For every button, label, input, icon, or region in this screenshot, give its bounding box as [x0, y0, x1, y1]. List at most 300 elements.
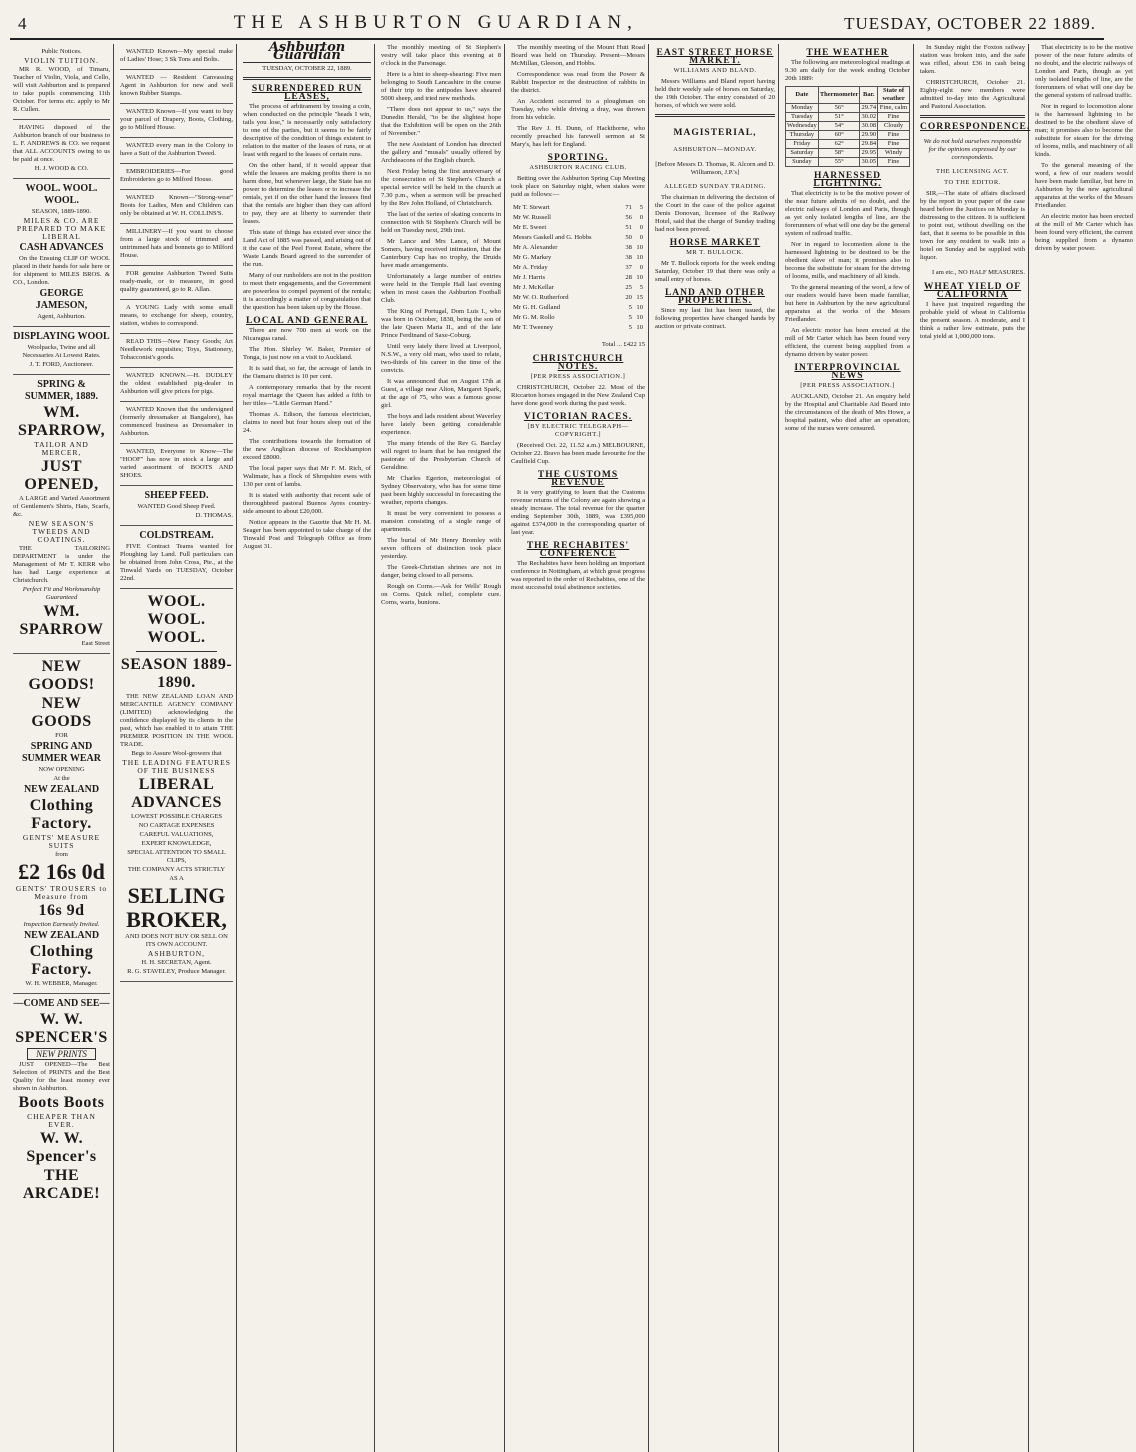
stake-name: Mr J. Harris: [513, 274, 546, 281]
mag-before: [Before Messrs D. Thomas, R. Alcorn and D. Williamson, J.P.'s]: [655, 160, 775, 176]
ad-line-7: AND DOES NOT BUY OR SELL ON ITS OWN ACCOUNT.: [125, 933, 228, 948]
ad-name: WM. SPARROW,: [17, 404, 106, 439]
ad-firm: MILES & CO. ARE PREPARED TO MAKE LIBERAL: [16, 216, 107, 241]
corr-sign: I am etc., NO HALF MEASURES.: [931, 268, 1025, 276]
corr-note: We do not hold ourselves responsible for the opinions expressed by our correspondents.: [923, 137, 1022, 161]
ad-line-2: NO CARTAGE EXPENSES: [138, 822, 215, 829]
ad-cheaper: CHEAPER THAN EVER.: [27, 1112, 96, 1129]
ad-now: NOW OPENING: [38, 766, 85, 773]
news-paragraph: The boys and lads resident about Waverley have lately been getting considerable experience.: [381, 413, 501, 436]
ad-heading: WOOL. WOOL. WOOL.: [25, 183, 98, 206]
stake-shillings: 10: [636, 274, 643, 281]
weather-col-header: Bar.: [860, 87, 878, 104]
wanted-notice: [120, 138, 233, 164]
weather-cell: Wednesday: [787, 122, 817, 129]
news-paragraph: The burial of Mr Henry Bromley with seven officers of distinction took place yesterday.: [381, 537, 501, 560]
ad-spencer: [13, 994, 110, 1208]
ad-for: FOR: [55, 732, 68, 739]
ad-begs: Begs to Assure Wool-growers that: [131, 750, 222, 757]
wheat-text: I have just inquired regarding the probable yield of wheat in California the present season. A moderate, and I think a rather low estimate, puts the total yield at 1,000,000 tons.: [920, 301, 1025, 341]
wanted-text: EMBROIDERIES—For good Embroideries go to Milford House.: [120, 168, 233, 183]
wanted-text: FOR genuine Ashburton Tweed Suits ready-made, or to measure, in good quality guaranteed, go to R. Allan.: [120, 270, 233, 293]
news-paragraph: The monthly meeting of the Mount Hutt Road Board was held on Thursday. Present—Messrs McMillan, Gleeson, and Hobbs.: [511, 44, 645, 67]
news-paragraph: Correspondence was read from the Power & Rabbit Inspector re the destruction of rabbits in the district.: [511, 71, 645, 94]
horse-text: Messrs Williams and Bland report having held their weekly sale of horses on Saturday, the 19th October. The entry consisted of 20 horses, of which we were sold.: [655, 78, 775, 109]
news-paragraph: Next Friday being the first anniversary of the consecration of St Stephen's Church a special service will be held in the church at 7.30 p.m., when a sermon will be preached by the Rev John Holland, of Christchurch.: [381, 168, 501, 207]
ad-insp: Inspection Earnestly Invited.: [23, 921, 100, 928]
local-paragraph: It is said that, so far, the acreage of lands in the Oamaru district is 10 per cent.: [243, 365, 371, 380]
ad-line-4: EXPERT KNOWLEDGE,: [141, 840, 212, 847]
wanted-notice: [120, 44, 233, 70]
wanted-text: WANTED KNOWN.—H. DUDLEY the oldest established pig-dealer in Ashburton will give prices for pigs.: [120, 372, 233, 395]
weather-cell: Tuesday: [786, 113, 819, 122]
ad-manager: W. H. WEBBER, Manager.: [25, 980, 98, 987]
wanted-notice: [120, 104, 233, 138]
ad-arcade: THE ARCADE!: [22, 1167, 101, 1202]
table-row: [513, 314, 643, 322]
news-paragraph: An Accident occurred to a ploughman on Tuesday, who while driving a dray, was thrown from his vehicle.: [511, 98, 645, 121]
ad-sign: H. J. WOOD & CO.: [34, 165, 89, 172]
weather-cell: Fine: [878, 113, 910, 122]
customs-text: It is very gratifying to learn that the Customs revenue returns of the Colony are again showing a steady increase. The total revenue for the quarter ending September 30th, 1889, was £395,000 against £374,000 in the corresponding quarter of last year.: [511, 489, 645, 537]
stake-pounds: 28: [625, 274, 632, 281]
news-paragraph: It must be very convenient to possess a mansion consisting of a single range of apartments.: [381, 510, 501, 533]
ad-line-1: LOWEST POSSIBLE CHARGES: [130, 813, 223, 820]
leader-paragraph: Many of our runholders are not in the position to meet their engagements, and the Government are powerless to compel payment of the rentals; it is accordingly a matter of congratulation that the question has been taken up by the House.: [243, 272, 371, 311]
leader-paragraph: On the other hand, if it would appear that while the lessees are making profits there is no harm done, but whenever large, the State has no power to determine the leases or to increase the rentals, yet if on the other hand the lessees find that the rentals are higher than they can afford to pay, they are at liberty to surrender their leases.: [243, 162, 371, 225]
leader-article: [243, 103, 371, 312]
stake-shillings: 15: [636, 294, 643, 301]
stake-shillings: 0: [639, 234, 643, 241]
local-paragraph: The local paper says that Mr F. M. Rich, of Walimate, has a flock of Shropshire ewes with 130 per cent of lambs.: [243, 465, 371, 488]
wanted-text: WANTED Known—My special make of Ladies' Hose; 3 Sk Tons and Bolts.: [120, 48, 233, 63]
weather-cell: 56°: [818, 104, 860, 113]
wheat-heading: WHEAT YIELD OF CALIFORNIA: [923, 282, 1022, 301]
table-row: [786, 158, 910, 167]
column-1: [10, 44, 114, 1452]
news-paragraph: The Rev J. H. Dunn, of Hackthorne, who recently preached his farewell sermon at St Mary's, has left for England.: [511, 125, 645, 148]
leader-heading: SURRENDERED RUN LEASES,: [251, 84, 363, 102]
ad-wool: WOOL. WOOL. WOOL.: [147, 593, 206, 646]
stake-pounds: 5: [628, 304, 632, 311]
ad-coldstream: [120, 526, 233, 589]
stake-shillings: 10: [636, 304, 643, 311]
ad-leading: THE LEADING FEATURES OF THE BUSINESS: [122, 758, 231, 775]
issue-date: TUESDAY, OCTOBER 22 1889.: [844, 14, 1096, 33]
wanted-notice: [120, 164, 233, 190]
stake-pounds: 71: [625, 204, 632, 211]
wanted-text: WANTED Known that the undersigned (formerly dressmaker at Bangalore), has commenced business as Dressmaker in Ashburton.: [120, 406, 233, 437]
nameplate: Ashburton Guardian: [268, 40, 346, 63]
stake-name: Mr J. McKellar: [513, 284, 554, 291]
wanted-text: WANTED — Resident Canvassing Agent in Ashburton for new and well known Rubber Stamps.: [120, 74, 233, 97]
ad-sign: J. T. FORD, Auctioneer.: [29, 361, 94, 368]
weather-cell: 62°: [818, 140, 860, 149]
ad-season: SEASON, 1889-1890.: [31, 208, 92, 215]
chch-source: [PER PRESS ASSOCIATION.]: [530, 373, 626, 381]
ad-text: JUST OPENED—The Best Selection of PRINTS and the Best Quality for the least money ever shown in Ashburton.: [13, 1061, 110, 1092]
ad-text: On the Ensuing CLIP OF WOOL placed in their hands for sale here or for shipment to MILES BROS. & CO., London.: [13, 255, 110, 286]
wanted-text: WANTED every man in the Colony to have a Suit of the Ashburton Tweed.: [120, 142, 233, 157]
stake-pounds: 50: [625, 234, 632, 241]
column-7: [782, 44, 914, 1452]
weather-cell: Sunday: [786, 158, 819, 167]
weather-col-header: Date: [786, 87, 819, 104]
ad-tweeds: NEW SEASON'S TWEEDS AND COATINGS.: [28, 519, 95, 544]
ad-trousers: GENTS' TROUSERS to Measure from: [15, 884, 108, 901]
ad-nz-loan: [120, 589, 233, 982]
news-paragraph: The new Assistant of London has directed the gallery and "musals" usually offered by Archdeacons of the English church.: [381, 141, 501, 164]
ad-fit: Perfect Fit and Workmanship Guaranteed: [22, 586, 101, 601]
ad-role: TAILOR AND MERCER,: [34, 440, 89, 457]
inter-source: [PER PRESS ASSOCIATION.]: [800, 382, 895, 389]
stake-shillings: 0: [639, 224, 643, 231]
weather-cell: 29.84: [861, 140, 877, 147]
wanted-text: WANTED Known—If you want to buy your parcel of Drapery, Boots, Clothing, go to Milford House.: [120, 108, 233, 131]
ad-nz-2: NEW ZEALAND: [23, 930, 100, 941]
weather-cell: 29.95: [861, 149, 877, 156]
weather-cell: 51°: [818, 113, 860, 122]
ad-text: FIVE Contract Teams wanted for Ploughing lay Land. Full particulars can be obtained from John Cross, Pte., at the Tinwald Yards on TUESDAY, October 22nd.: [120, 543, 233, 582]
stakes-table: [511, 202, 645, 334]
table-row: [513, 234, 643, 242]
weather-heading: THE WEATHER: [806, 48, 889, 58]
horse-heading: EAST STREET HORSE MARKET.: [656, 48, 774, 66]
stake-name: Messrs Gaskell and G. Hobbs: [513, 234, 592, 241]
customs-heading: THE CUSTOMS REVENUE: [537, 470, 619, 489]
district-news: [511, 44, 645, 149]
wanted-notice: [120, 334, 233, 368]
weather-cell: 30.08: [861, 122, 877, 129]
weather-cell: Fine, calm: [878, 104, 910, 113]
weather-cell: 54°: [818, 122, 860, 131]
ad-liberal: LIBERAL ADVANCES: [131, 776, 222, 811]
weather-cell: Fine: [878, 140, 910, 149]
weather-cell: 60°: [818, 131, 860, 140]
news-paragraph: The monthly meeting of St Stephen's vestry will take place this evening at 8 o'clock in the Parsonage.: [381, 44, 501, 67]
weather-cell: Windy: [878, 149, 910, 158]
hmarket-by: MR T. BULLOCK.: [686, 249, 744, 257]
news-paragraph: Mr Lance and Mrs Lance, of Mount Somers, having received intimation, that the Canterbury Cup has no trophy, the Druids have made arrangements.: [381, 238, 501, 269]
stake-shillings: 0: [639, 264, 643, 271]
weather-cell: 29.74: [861, 104, 877, 111]
wanted-notice: [120, 266, 233, 300]
ad-manager: R. G. STAVELEY, Produce Manager.: [127, 968, 226, 975]
table-row: [786, 122, 910, 131]
article-paragraph: Nor in regard to locomotion alone is the harnessed lightning to be destined to be the obedient slave of man; it promises also to become the substitute for steam for the driving of looms, mills, and machinery of all kinds.: [785, 241, 910, 280]
stake-pounds: 38: [625, 244, 632, 251]
table-row: [786, 140, 910, 149]
stake-name: Mr A. Alexander: [513, 244, 558, 251]
wanted-text: WANTED Known—"Strong-wear" Boots for Ladies, Men and Children can only be obtained at W. H. COLLINS'S.: [120, 194, 233, 217]
ad-sign: W. W. Spencer's: [26, 1130, 97, 1165]
news-paragraph: Mr Charles Egerton, meteorologist of Sydney Observatory, who has for some time past been highly successful in forecasting the weather, reports changes.: [381, 475, 501, 506]
rechab-heading: THE RECHABITES' CONFERENCE: [526, 541, 630, 560]
ad-from: from: [55, 851, 68, 858]
ad-agent: GEORGE JAMESON,: [35, 288, 88, 311]
wanted-text: A YOUNG Lady with some small means, to exchange for sheep, country, station, wishes to correspond.: [120, 304, 233, 327]
ad-season: SPRING AND SUMMER WEAR: [22, 741, 101, 764]
wanted-notice: [120, 444, 233, 486]
weather-cell: Fine: [878, 131, 910, 140]
ad-selling: SELLING BROKER,: [126, 883, 227, 932]
ad-text: MR R. WOOD, of Timaru, Teacher of Violin, Viola, and Cello, will visit Ashburton and is prepared to take pupils commencing 11th October. For terms etc. apply to Mr R. Cullen.: [13, 66, 110, 113]
ad-heading: DISPLAYING WOOL: [13, 331, 110, 342]
table-row: [513, 324, 643, 332]
column-2: [117, 44, 237, 1452]
table-row: [513, 294, 643, 302]
ad-heading: COLDSTREAM.: [139, 530, 214, 541]
stake-pounds: 38: [625, 254, 632, 261]
stake-shillings: 10: [636, 314, 643, 321]
weather-cell: Cloudy: [878, 122, 910, 131]
article-paragraph: An electric motor has been erected at the mill of Mr Carter which has been found very efficient, the current being supplied from a dynamo driven by water power.: [1035, 213, 1134, 252]
continued-paragraphs: [1035, 44, 1133, 253]
article-paragraph: An electric motor has been erected at the mill of Mr Carter which has been found very efficient, the current being supplied from a dynamo driven by water power.: [785, 327, 910, 358]
horse-firm: WILLIAMS AND BLAND.: [673, 67, 757, 74]
stake-shillings: 5: [639, 284, 643, 291]
news-paragraph: The many friends of the Rev G. Barclay will regret to learn that he has resigned the pastorate of the Presbyterian Church of Geraldine.: [381, 440, 501, 471]
article-paragraph: To the general meaning of the word, a few of our readers would have been made familiar, but here in Ashburton by the new agricultural apparatus at the works of the Messrs Friedlander.: [785, 284, 910, 323]
ad-trousers-price: 16s 9d: [38, 902, 85, 919]
ad-boots: Boots Boots: [18, 1094, 105, 1111]
ad-text: HAVING disposed of the Ashburton branch of our business to L. F. ANDREWS & CO. we request that ALL ACCOUNTS owing to us be paid at once.: [13, 124, 110, 163]
light-article: [785, 190, 910, 359]
table-row: [513, 254, 643, 262]
stake-name: Mr E. Sweet: [513, 224, 547, 231]
leader-paragraph: The process of arbitrament by tossing a coin, when conducted on the principle "heads I win, tails you lose," is necessarily only satisfactory to one of the parties, but it seems to be fairly descriptive of the condition of things existent in relation to the matter of the leases of runs, or at least with regard to the leases of certain runs.: [243, 103, 371, 158]
stake-name: Mr T. Stewart: [513, 204, 550, 211]
column-4: [378, 44, 505, 1452]
weather-cell: Thursday: [786, 131, 819, 140]
ad-sign: WM. SPARROW: [19, 603, 104, 638]
ad-nz: NEW ZEALAND: [23, 784, 100, 795]
ad-sparrow: [13, 375, 110, 654]
local-news: [243, 327, 371, 551]
ad-line-6: THE COMPANY ACTS STRICTLY: [127, 866, 226, 873]
weather-col-header: Thermometer: [818, 87, 860, 104]
ad-sheep-feed: [120, 486, 233, 526]
local-paragraph: There are now 700 men at work on the Nicaragua canal.: [243, 327, 371, 342]
local-paragraph: Notice appears in the Gazette that Mr H. M. Seager has been appointed to take charge of the Tinwald Post and Telegraph Office as from August 31.: [243, 519, 371, 550]
ad-as: AS A: [169, 875, 184, 882]
ad-heading-2: NEW GOODS: [31, 695, 92, 730]
weather-cell: 55°: [818, 158, 860, 167]
ad-factory: Clothing Factory.: [29, 797, 94, 832]
article-paragraph: To the general meaning of the word, a few of our readers would have been made familiar, but here in Ashburton by the new agricultural apparatus at the works of the Messrs Friedlander.: [1035, 162, 1133, 209]
wanted-notice: [120, 70, 233, 104]
paper-title: THE ASHBURTON GUARDIAN,: [233, 12, 638, 33]
column-5: [508, 44, 649, 1452]
news-paragraph: "There does not appear to us," says the Dunedin Herald, "to be the slightest hope that the Exhibition will be open on the 26th of November.": [381, 106, 501, 137]
vic-heading: VICTORIAN RACES.: [523, 412, 633, 423]
wanted-notice: [120, 402, 233, 444]
ad-at: At the: [53, 775, 70, 782]
table-row: [513, 284, 643, 292]
ad-text: WANTED Good Sheep Feed.: [137, 503, 216, 510]
wanted-notice: [120, 300, 233, 334]
stake-pounds: 25: [625, 284, 632, 291]
mag-text: The chairman in delivering the decision of the Court in the case of the police against Denis Donovan, licensee of the Railway Hotel, said that the charge of Sunday trading had not been proved.: [655, 194, 775, 234]
table-row: [786, 113, 910, 122]
mag-case: ALLEGED SUNDAY TRADING.: [664, 183, 766, 191]
land-heading: LAND AND OTHER PROPERTIES.: [664, 288, 766, 307]
table-row: [513, 304, 643, 312]
exhibition-text: CHRISTCHURCH, October 21. Eighty-eight new members were admitted to-day into the Agricultural and Pastoral Association.: [920, 79, 1025, 110]
stake-pounds: 37: [625, 264, 632, 271]
news-paragraph: Until very lately there lived at Liverpool, N.S.W., a very old man, who used to relate, two-thirds of his career in the time of the convicts.: [381, 343, 501, 374]
wanted-text: READ THIS—New Fancy Goods; Art Needlework requisites; Toys, Stationery, Tobacconist's goods.: [120, 338, 233, 361]
local-news-continued: [381, 44, 501, 607]
column-6: [652, 44, 779, 1452]
stake-shillings: 10: [636, 254, 643, 261]
column-3: [240, 40, 375, 1452]
ad-line-5: SPECIAL ATTENTION TO SMALL CLIPS,: [127, 849, 226, 864]
vic-text: (Received Oct. 22, 11.52 a.m.) MELBOURNE, October 22. Bravo has been made favourite for the Caulfield Cup.: [511, 442, 645, 466]
stake-name: Mr W. Russell: [513, 214, 551, 221]
ad-heading: NEW GOODS!: [28, 658, 95, 693]
news-paragraph: The Greek-Christian shrines are not in danger, being closed to all persons.: [381, 564, 501, 579]
wanted-notices: [120, 44, 233, 486]
leader-paragraph: This state of things has existed ever since the Land Act of 1885 was passed, and arising out of it the case of the Peel Forest Estate, where the Waste Lands Board agreed to the surrender of the run.: [243, 229, 371, 268]
ad-open: JUST OPENED,: [24, 458, 99, 493]
mag-heading: MAGISTERIAL,: [673, 128, 757, 138]
news-paragraph: The last of the series of skating concerts in connection with St Stephen's Church will be held on Tuesday next, 29th inst.: [381, 211, 501, 234]
stake-name: Mr G. Markey: [513, 254, 552, 261]
ad-factory-2: Clothing Factory.: [29, 943, 94, 978]
ad-heading: SHEEP FEED.: [144, 490, 209, 501]
ad-text: THE NEW ZEALAND LOAN AND MERCANTILE AGENCY COMPANY (LIMITED) acknowledging the confidence displayed by its clients in the past, which has enabled it to attain THE PREMIER POSITION IN THE WOOL TRADE.: [120, 693, 233, 748]
weather-cell: Saturday: [786, 149, 819, 158]
stake-shillings: 10: [636, 244, 643, 251]
rechab-text: The Rechabites have been holding an important conference in Nottingham, at which great progress was reported to the order of Rechabites, one of the most successful total abstinence societies.: [511, 560, 645, 592]
weather-col-header: State of weather: [878, 87, 910, 104]
hmarket-text: Mr T. Bullock reports for the week ending Saturday, October 19 that there was only a small entry of horses.: [655, 260, 775, 284]
local-paragraph: Thomas A. Edison, the famous electrician, claims to need but four hours sleep out of the 24.: [243, 411, 371, 434]
page-number: 4: [18, 14, 28, 33]
stake-name: Mr G. M. Rollo: [513, 314, 555, 321]
stake-pounds: 5: [628, 314, 632, 321]
inter-text: AUCKLAND, October 21. An enquiry held by the Hospital and Charitable Aid Board into the circumstances of the death of Mrs Howe, a hospital patient, who died after an operation; some of the nurses were censured.: [785, 393, 910, 432]
stake-pounds: 5: [628, 324, 632, 331]
stakes-total: Total ... £422 15: [601, 340, 645, 348]
local-paragraph: The Hon. Shirley W. Baker, Premier of Tonga, is just now on a visit to Auckland.: [243, 346, 371, 361]
weather-cell: Monday: [786, 104, 819, 113]
article-paragraph: Nor in regard to locomotion alone is the harnessed lightning to be destined to be the obedient slave of man; it promises also to become the substitute for steam for the driving of looms, mills, and machinery of all kinds.: [1035, 103, 1133, 158]
news-paragraph: Rough on Corns.—Ask for Wells' Rough on Corns. Quick relief, complete cure. Corns, warts, bunions.: [381, 583, 501, 606]
news-paragraph: The King of Portugal, Dom Luis I., who was born in October, 1838, being the son of the late Queen Maria II., and of the late Prince Ferdinand of Saxe-Coburg.: [381, 308, 501, 339]
article-paragraph: That electricity is to be the motive power of the near future admits of no doubt, and the electric railways of London and Paris, though as yet only isolated lengths of line, are the forerunners of what will one day be the general system of railroad traffic.: [785, 190, 910, 237]
ad-cash: CASH ADVANCES: [19, 242, 104, 253]
wanted-text: WANTED, Everyone to Know—The "HOOF" has now in stock a large and varied assortment of BOOTS AND SHOES.: [120, 448, 233, 479]
ad-agent-role: Agent, Ashburton.: [37, 313, 86, 320]
local-paragraph: It is stated with authority that recent sale of thoroughbred pastoral Buenos Ayres country-side amount to about £20,000.: [243, 492, 371, 515]
inter-heading: INTERPROVINCIAL NEWS: [794, 363, 901, 381]
weather-text: The following are meteorological readings at 9.30 am daily for the week ending October 20th 1889:: [785, 59, 910, 82]
stake-name: Mr G. H. Gulland: [513, 304, 561, 311]
weather-cell: Friday: [786, 140, 819, 149]
sporting-heading: SPORTING.: [547, 153, 609, 163]
stake-pounds: 56: [625, 214, 632, 221]
weather-table: [785, 86, 910, 167]
light-heading: HARNESSED LIGHTNING.: [813, 171, 882, 189]
foxton-text: In Sunday night the Foxton railway station was broken into, and the safe was rifled, about £36 in cash being taken.: [920, 44, 1025, 75]
ad-violin: [13, 44, 110, 120]
ad-dept: THE TAILORING DEPARTMENT is under the Management of Mr T. KERR who has had Large experience at Christchurch.: [13, 545, 110, 584]
table-row: [513, 224, 643, 232]
stake-name: Mr T. Tweeney: [513, 324, 554, 331]
land-text: Since my last list has been issued, the following properties have changed hands by auction or private contract.: [655, 307, 775, 331]
chch-text: CHRISTCHURCH, October 22. Most of the Riccarton horses engaged in the New Zealand Cup have done good work during the past week.: [511, 384, 645, 408]
table-row: [513, 274, 643, 282]
local-paragraph: A contemporary remarks that by the recent royal marriage the Queen has added a fifth to her titles—"Little German Hand.": [243, 384, 371, 407]
table-row: [786, 131, 910, 140]
table-row: [513, 244, 643, 252]
sporting-text: Betting over the Ashburton Spring Cup Meeting took place on Saturday night, when stakes were paid as follows:—: [511, 175, 645, 198]
stake-name: Mr A. Friday: [513, 264, 548, 271]
weather-cell: 30.05: [861, 158, 877, 165]
ad-wool-miles: [13, 179, 110, 327]
news-paragraph: It was announced that on August 17th at Guest, a village near Alton, Margaret Spark, at the age of 75, who was a famous goose girl.: [381, 378, 501, 409]
ad-season: SEASON 1889-1890.: [120, 656, 233, 691]
ad-street: East Street: [81, 640, 110, 647]
table-row: [786, 149, 910, 158]
wanted-notice: [120, 224, 233, 266]
corr-text: SIR,—The state of affairs disclosed by the report in your paper of the case heard before the Justices on Monday is distressing to the citizen. It is sufficient to point out, without dwelling on the fact, that it seems to be possible in this town for any resident to walk into a hotel on Sunday and be supplied with liquor.: [920, 190, 1025, 262]
wanted-text: MILLINERY—If you want to choose from a large stock of trimmed and untrimmed hats and bonnets go to Milford House.: [120, 228, 233, 259]
public-notices-label: Public Notices.: [41, 48, 82, 55]
ad-signer: H. H. SECRETAN, Agent.: [141, 959, 212, 966]
corr-heading: CORRESPONDENCE.: [920, 122, 1031, 132]
weather-cell: Fine: [878, 158, 910, 167]
corr-title: THE LICENSING ACT.: [936, 168, 1009, 176]
local-paragraph: The contributions towards the formation of the new Anglican diocese of Rockhampton exceed £8000.: [243, 438, 371, 461]
wanted-notice: [120, 368, 233, 402]
masthead: [10, 6, 1104, 40]
ad-agents: ASHBURTON,: [147, 949, 206, 958]
stake-shillings: 0: [639, 214, 643, 221]
chch-heading: CHRISTCHURCH NOTES.: [532, 354, 624, 373]
column-9: [1032, 44, 1136, 1452]
ad-sign: D. THOMAS.: [195, 512, 233, 519]
ad-suits: GENTS' MEASURE SUITS: [22, 833, 101, 850]
stake-pounds: 20: [625, 294, 632, 301]
ad-new-goods: [13, 654, 110, 994]
weather-cell: 29.90: [861, 131, 877, 138]
stake-shillings: 10: [636, 324, 643, 331]
ad-displaying-wool: [13, 327, 110, 375]
article-paragraph: That electricity is to be the motive power of the near future admits of no doubt, and the electric railways of London and Paris, though as yet only isolated lengths of line, are the forerunners of what will one day be the general system of railroad traffic.: [1035, 44, 1133, 99]
sporting-sub: ASHBURTON RACING CLUB.: [529, 164, 627, 171]
weather-cell: 30.02: [861, 113, 877, 120]
ad-price: £2 16s 0d: [18, 859, 105, 884]
table-row: [513, 214, 643, 222]
mag-sub: ASHBURTON—MONDAY.: [673, 146, 757, 153]
wanted-notice: [120, 190, 233, 224]
ad-come: —COME AND SEE—: [13, 998, 110, 1009]
columns: [10, 40, 1134, 1452]
stake-name: Mr W. O. Rutherford: [513, 294, 569, 301]
ad-heading: SPRING & SUMMER, 1889.: [24, 379, 99, 402]
news-paragraph: Unfortunately a large number of entries were held in the Temple Hall last evening when in most cases the Ashburton Football Club.: [381, 273, 501, 304]
ad-name: W. W. SPENCER'S: [15, 1011, 108, 1046]
stake-pounds: 51: [625, 224, 632, 231]
table-row: [786, 104, 910, 113]
ad-prints: NEW PRINTS: [27, 1048, 96, 1060]
table-row: [513, 204, 643, 212]
ad-line-3: CAREFUL VALUATIONS,: [139, 831, 214, 838]
stake-shillings: 5: [639, 204, 643, 211]
